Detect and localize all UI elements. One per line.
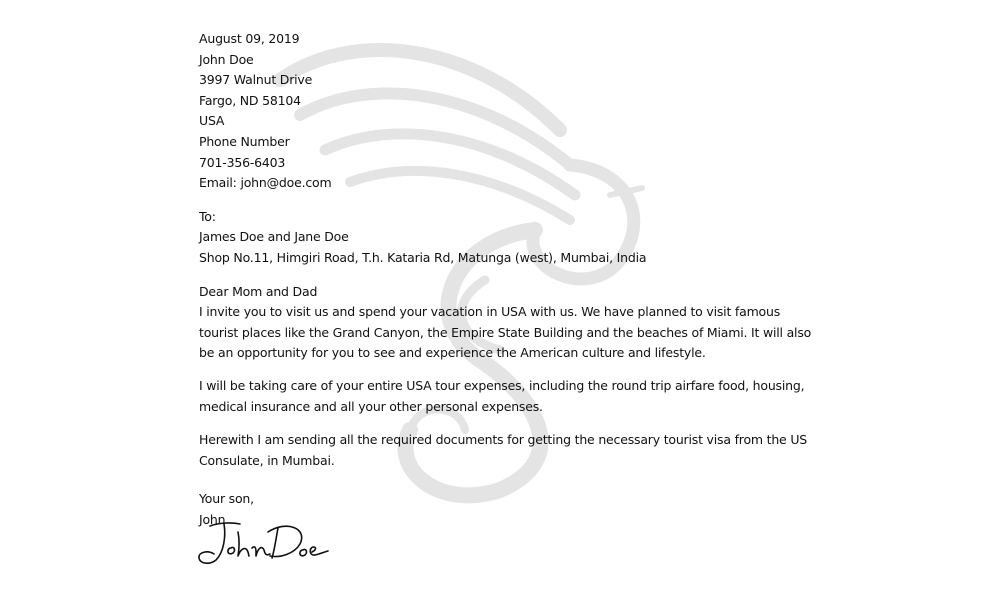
- body-paragraph-1: I invite you to visit us and spend your vacation in USA with us. We have planned to visit famous tourist places like the Grand Canyon, the Empire State Building and the beaches of Miami. It will also be an opportunity for you to see and experience the American culture and lifestyle.: [199, 304, 812, 361]
- sender-country: USA: [199, 113, 225, 129]
- body-paragraph-3: Herewith I am sending all the required documents for getting the necessary tourist visa from the US Consulate, in Mumbai.: [199, 432, 808, 468]
- letter-document: [199, 29, 819, 530]
- sender-street: 3997 Walnut Drive: [199, 72, 313, 88]
- sender-phone: 701-356-6403: [199, 154, 286, 170]
- sender-phone-label: Phone Number: [199, 133, 290, 149]
- recipient-names: James Doe and Jane Doe: [199, 229, 349, 245]
- sender-email: Email: john@doe.com: [199, 175, 332, 191]
- sender-name: John Doe: [199, 51, 254, 67]
- sender-city: Fargo, ND 58104: [199, 92, 301, 108]
- salutation: Dear Mom and Dad: [199, 283, 318, 299]
- letter-date: August 09, 2019: [199, 31, 300, 46]
- body-paragraph-2: I will be taking care of your entire USA tour expenses, including the round trip airfare food, housing, medical insurance and all your other personal expenses.: [199, 378, 805, 414]
- recipient-to-label: To:: [199, 208, 216, 224]
- recipient-address: Shop No.11, Himgiri Road, T.h. Kataria Rd, Matunga (west), Mumbai, India: [199, 249, 647, 265]
- valediction: Your son,: [199, 491, 254, 507]
- signature-image: [196, 518, 336, 568]
- closing-name: John: [199, 511, 226, 527]
